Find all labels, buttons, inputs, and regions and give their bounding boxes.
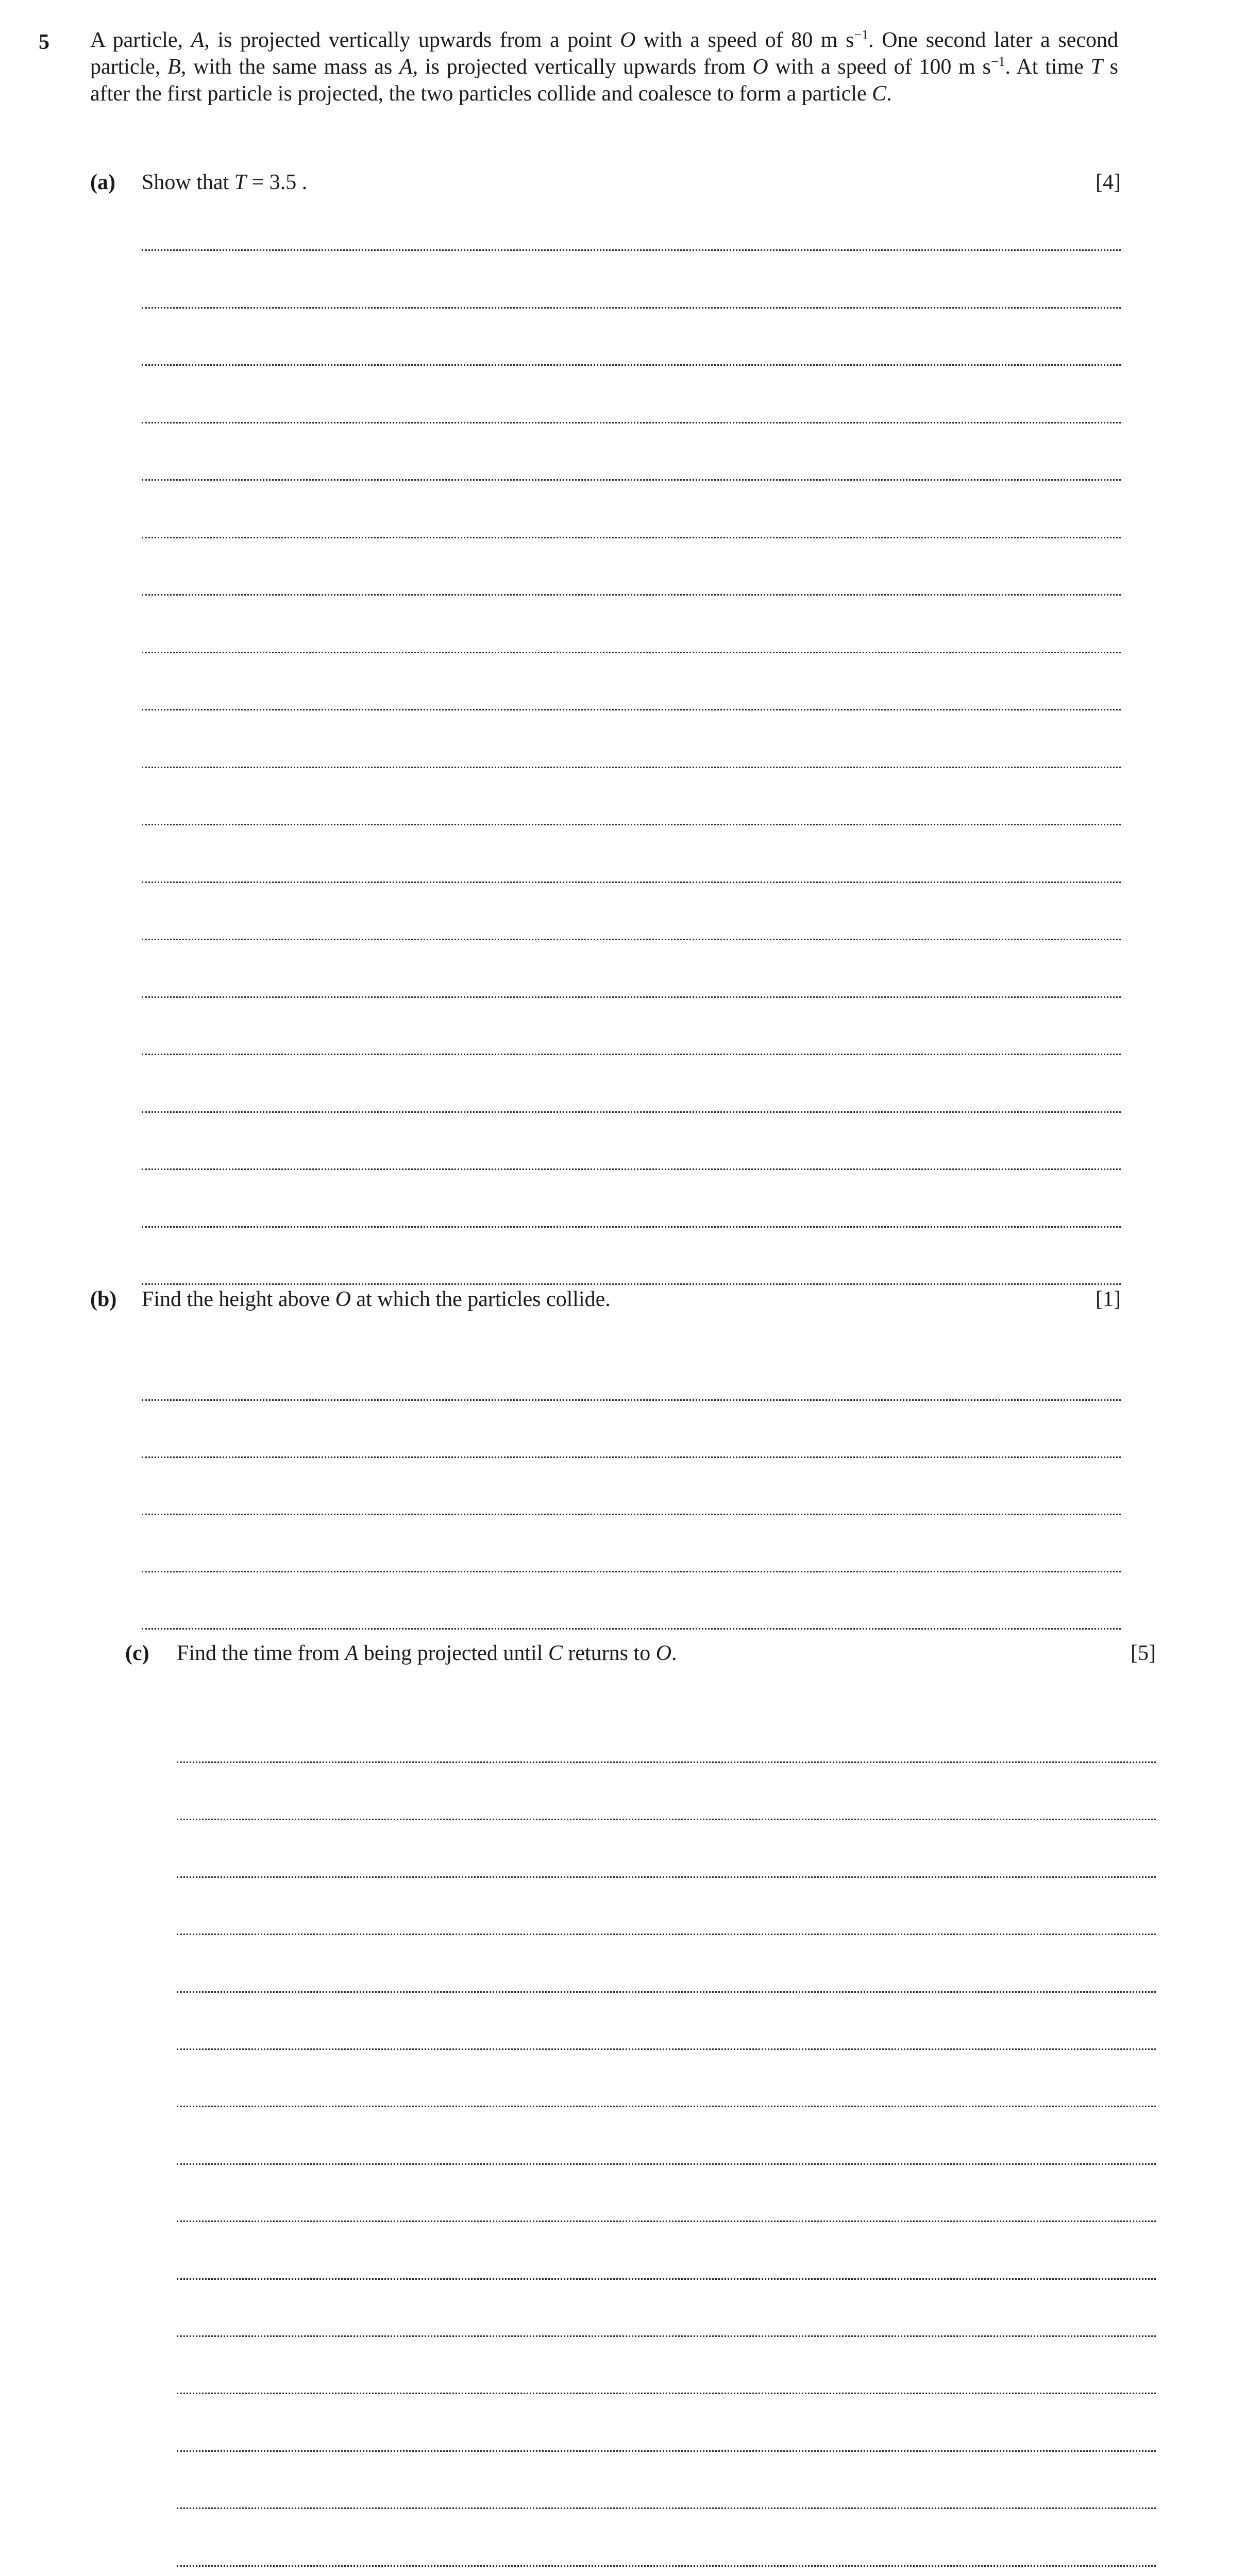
- stem-var-C: C: [872, 82, 887, 106]
- stem-var-A: A: [191, 28, 205, 52]
- answer-line[interactable]: [177, 2048, 1156, 2050]
- part-a-text: Show that: [142, 171, 234, 194]
- part-c-label: (c): [125, 1641, 149, 1665]
- answer-line[interactable]: [177, 2163, 1156, 2165]
- answer-line[interactable]: [177, 2393, 1156, 2394]
- part-a-text: = 3.5 .: [246, 171, 308, 194]
- part-b-label: (b): [90, 1287, 117, 1311]
- answer-line[interactable]: [177, 2565, 1156, 2567]
- answer-line[interactable]: [177, 2335, 1156, 2337]
- part-c-var-A: A: [345, 1641, 359, 1665]
- stem-exponent: −1: [990, 54, 1005, 69]
- part-b-text: at which the particles collide.: [350, 1287, 611, 1311]
- stem-var-A: A: [399, 55, 413, 79]
- answer-line[interactable]: [177, 2450, 1156, 2452]
- stem-text: , is projected vertically upwards from a point: [204, 28, 620, 52]
- answer-line[interactable]: [177, 2106, 1156, 2107]
- stem-text: . One second later a second particle,: [90, 28, 1118, 79]
- stem-text: with a speed of 80 m s: [635, 28, 854, 52]
- part-a-marks: [4]: [1096, 171, 1121, 194]
- part-b-var-O: O: [335, 1287, 351, 1311]
- stem-text: , with the same mass as: [180, 55, 399, 79]
- answer-line[interactable]: [177, 1876, 1156, 1878]
- stem-var-O: O: [620, 28, 636, 52]
- answer-line[interactable]: [177, 2221, 1156, 2222]
- part-b-text: Find the height above: [142, 1287, 335, 1311]
- part-c-text: .: [671, 1641, 677, 1665]
- answer-line[interactable]: [177, 1991, 1156, 1993]
- stem-text: s after the first particle is projected, the two particles collide and coalesce to form a particle: [90, 55, 1118, 106]
- stem-text: with a speed of 100 m s: [768, 55, 991, 79]
- stem-var-B: B: [167, 55, 181, 79]
- stem-exponent: −1: [854, 27, 869, 42]
- stem-text: , is projected vertically upwards from: [412, 55, 753, 79]
- part-c-var-O: O: [655, 1641, 672, 1665]
- answer-line[interactable]: [177, 1761, 1156, 1763]
- part-a-var-T: T: [234, 171, 247, 194]
- stem-text: .: [886, 82, 892, 106]
- part-c-text: being projected until: [358, 1641, 548, 1665]
- stem-var-T: T: [1090, 55, 1103, 79]
- part-b-marks: [1]: [1096, 1287, 1121, 1311]
- stem-text: A particle,: [90, 28, 191, 52]
- part-a-label: (a): [90, 171, 115, 194]
- stem-text: . At time: [1005, 55, 1091, 79]
- part-c-answer-area[interactable]: [177, 0, 1156, 2576]
- part-c-var-C: C: [548, 1641, 563, 1665]
- answer-line[interactable]: [177, 1934, 1156, 1935]
- part-c-text: returns to: [562, 1641, 656, 1665]
- part-c-text: Find the time from: [177, 1641, 345, 1665]
- answer-line[interactable]: [177, 1819, 1156, 1820]
- question-number: 5: [39, 30, 49, 54]
- stem-var-O: O: [752, 55, 768, 79]
- answer-line[interactable]: [177, 2278, 1156, 2280]
- part-c-marks: [5]: [1131, 1641, 1156, 1665]
- answer-line[interactable]: [177, 2507, 1156, 2509]
